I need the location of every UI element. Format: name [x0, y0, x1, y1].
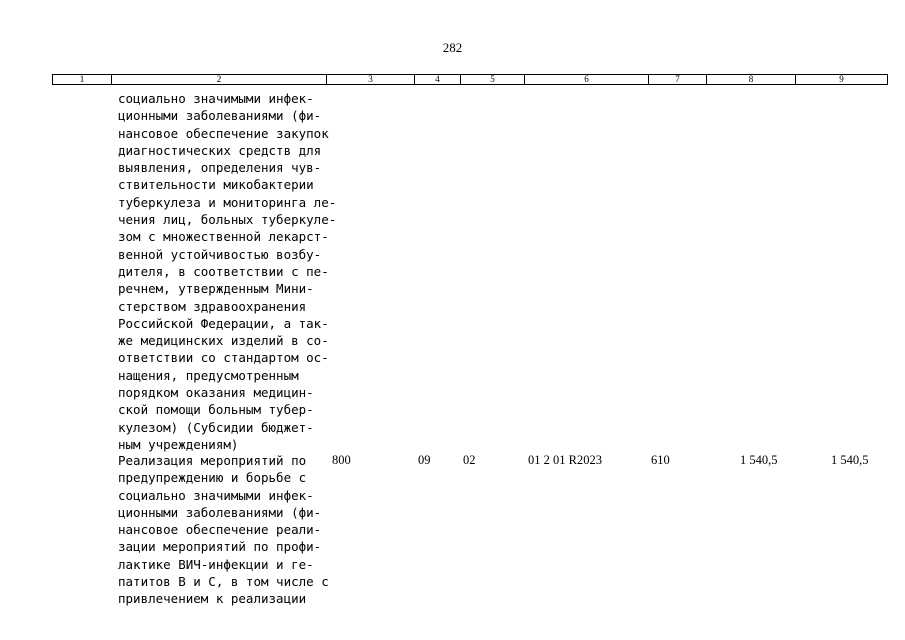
header-col-6: 6	[525, 75, 649, 85]
page-number: 282	[442, 40, 463, 55]
row-2-col-7: 610	[651, 453, 670, 467]
header-col-9: 9	[796, 75, 888, 85]
header-col-7: 7	[649, 75, 707, 85]
header-col-5: 5	[461, 75, 525, 85]
row-2-col-5: 02	[463, 453, 476, 467]
header-col-2: 2	[112, 75, 327, 85]
column-number-header	[52, 74, 888, 85]
row-2-col-9: 1 540,5	[831, 453, 869, 467]
row-2-col-8: 1 540,5	[740, 453, 778, 467]
header-row	[53, 75, 888, 85]
header-col-3: 3	[327, 75, 415, 85]
row-2-col-3: 800	[332, 453, 351, 467]
row-1-description: социально значимыми инфек- ционными заболеваниями (фи- нансовое обеспечение закупок диагностических средств для выявления, определения чув- ствительности микобактерии туберкулеза и мониторинга ле- чения лиц, больных туберкуле- зом с множественной лекарст- венной устойчивостью возбу- дителя, в соответствии с пе- речнем, утвержденным Мини- стерством здравоохранения Российской Федерации, а так- же медицинских изделий в со- ответствии со стандартом ос- нащения, предусмотренным порядком оказания медицин- ской помощи больным тубер- кулезом) (Субсидии бюджет- ным учреждениям)	[118, 91, 337, 452]
header-col-4: 4	[415, 75, 461, 85]
row-2-description: Реализация мероприятий по предупреждению и борьбе с социально значимыми инфек- ционными заболеваниями (фи- нансовое обеспечение реали- зации мероприятий по профи- лактике ВИЧ-инфекции и ге- патитов В и С, в том числе с привлечением к реализации	[118, 453, 329, 607]
header-col-8: 8	[707, 75, 796, 85]
row-2-col-4: 09	[418, 453, 431, 467]
row-2-col-6: 01 2 01 R2023	[528, 453, 602, 467]
header-col-1: 1	[53, 75, 112, 85]
